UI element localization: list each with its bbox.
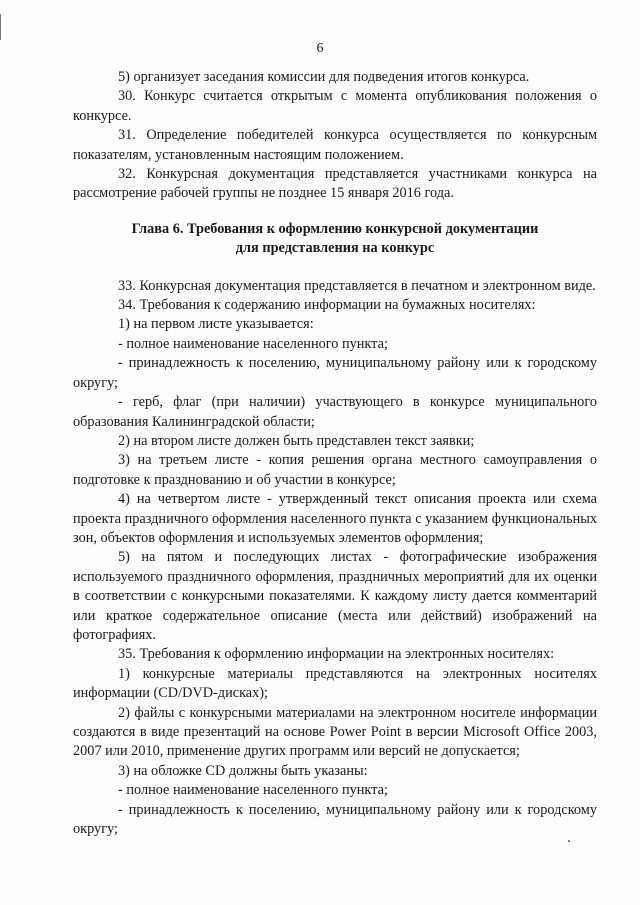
paragraph: 5) на пятом и последующих листах - фотографические изображения используемого праздничного оформления, праздничных мероприятий для их оценки в соответствии с конкурсными показателями. К каждому листу дается комментарий или краткое содержательное описание (места или действий) изображений на фотографиях. (73, 549, 597, 643)
paragraph: 3) на обложке CD должны быть указаны: (118, 762, 368, 779)
paragraph: 30. Конкурс считается открытым с момента опубликования положения о конкурсе. (73, 88, 597, 124)
paragraph: 1) конкурсные материалы представляются на электронных носителях информации (CD/DVD-дисках); (73, 665, 597, 702)
paragraph: - полное наименование населенного пункта; (118, 335, 388, 352)
paragraph: 31. Определение победителей конкурса осуществляется по конкурсным показателям, установленным настоящим положением. (73, 127, 597, 163)
paragraph: 32. Конкурсная документация представляется участниками конкурса на рассмотрение рабочей группы не позднее 15 января 2016 года. (73, 166, 597, 202)
scan-edge-mark (0, 14, 1, 40)
chapter-heading-line1: Глава 6. Требования к оформлению конкурсной документации (131, 220, 539, 237)
paragraph: 33. Конкурсная документация представляется в печатном и электронном виде. (118, 277, 596, 294)
paragraph: 5) организует заседания комиссии для подведения итогов конкурса. (118, 69, 530, 85)
page-number: 6 (316, 41, 324, 56)
paragraph: 34. Требования к содержанию информации на бумажных носителях: (118, 297, 536, 314)
paragraph: - принадлежность к поселению, муниципальному району или к городскому округу; (73, 801, 597, 838)
paragraph: 2) на втором листе должен быть представлен текст заявки; (118, 432, 475, 449)
paragraph: 35. Требования к оформлению информации на электронных носителях: (118, 646, 555, 663)
paragraph: - герб, флаг (при наличии) участвующего в конкурсе муниципального образования Калининградской области; (73, 394, 597, 430)
document-body (73, 68, 597, 839)
chapter-heading-line2: для представления на конкурс (235, 240, 435, 257)
paragraph: - полное наименование населенного пункта; (118, 782, 388, 799)
paragraph: 1) на первом листе указывается: (118, 316, 314, 333)
paragraph: 2) файлы с конкурсными материалами на электронном носителе информации создаются в виде презентаций на основе Power Point в версии Microsoft Office 2003, 2007 или 2010, применение других программ или версий не допускается; (73, 704, 597, 760)
chapter-heading (73, 220, 597, 259)
paragraph: 4) на четвертом листе - утвержденный текст описания проекта или схема проекта праздничного оформления населенного пункта с указанием функциональных зон, объектов оформления и используемых элементов оформления; (73, 491, 597, 546)
paragraph: 3) на третьем листе - копия решения органа местного самоуправления о подготовке к празднованию и об участии в конкурсе; (73, 452, 597, 488)
paragraph: - принадлежность к поселению, муниципальному району или к городскому округу; (73, 355, 597, 391)
scan-speck (568, 840, 570, 842)
